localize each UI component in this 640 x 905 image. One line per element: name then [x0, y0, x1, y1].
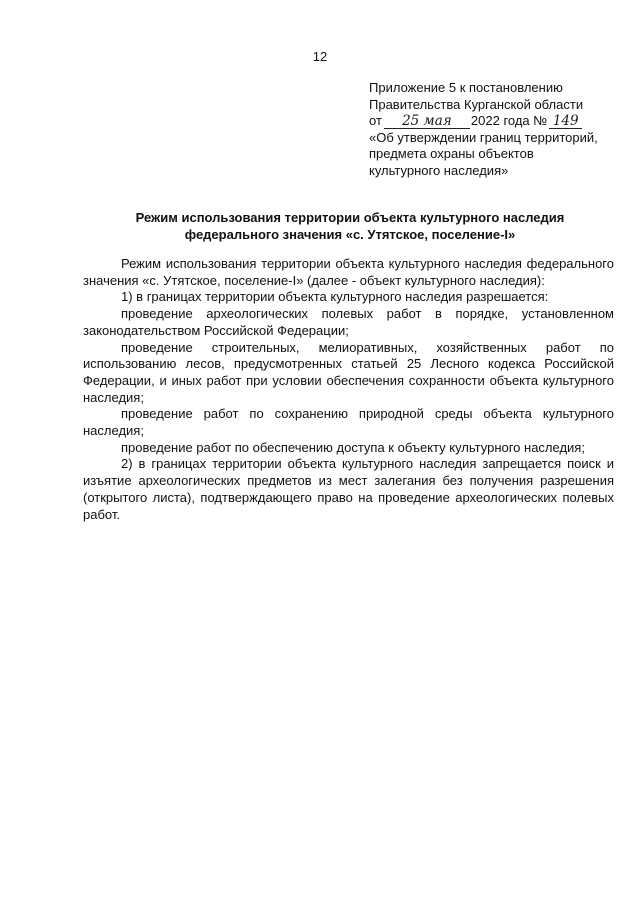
date-year-text: 2022 года № [470, 113, 548, 128]
appendix-date-line [369, 113, 631, 130]
paragraph-allowed-heading: 1) в границах территории объекта культурного наследия разрешается: [121, 289, 549, 305]
appendix-line-5: предмета охраны объектов [369, 146, 534, 161]
paragraph-prohibited: 2) в границах территории объекта культурного наследия запрещается поиск и изъятие археологических предметов из мест залегания без получения разрешения (открытого листа), подтверждающего право на проведение археологических полевых работ. [83, 456, 614, 522]
appendix-line-6: культурного наследия» [369, 162, 509, 178]
paragraph-allowed-access: проведение работ по обеспечению доступа к объекту культурного наследия; [121, 439, 585, 455]
paragraph-intro: Режим использования территории объекта культурного наследия федерального значения «с. Утятское, поселение-I» (далее - объект культурного наследия): [83, 256, 614, 288]
appendix-line-2: Правительства Курганской области [369, 96, 584, 112]
appendix-block [369, 80, 631, 179]
paragraph-allowed-construction: проведение строительных, мелиоративных, хозяйственных работ по использованию лесов, предусмотренных статьей 25 Лесного кодекса Российской Федерации, и иных работ при условии обеспечения сохранности объекта культурного наследия; [83, 339, 614, 405]
title-line-2: федерального значения «с. Утятское, поселение-I» [184, 227, 516, 242]
title-line-1: Режим использования территории объекта культурного наследия [135, 210, 565, 225]
date-from-label: от [369, 113, 382, 128]
handwritten-date: 25 мая [384, 114, 470, 129]
paragraph-allowed-archaeology: проведение археологических полевых работ в порядке, установленном законодательством Российской Федерации; [83, 306, 614, 338]
body-text [83, 256, 614, 523]
document-title [80, 209, 620, 243]
handwritten-document-number: 149 [549, 114, 582, 129]
paragraph-allowed-environment: проведение работ по сохранению природной среды объекта культурного наследия; [83, 406, 614, 439]
appendix-line-4: «Об утверждении границ территорий, [369, 129, 598, 145]
appendix-line-1: Приложение 5 к постановлению [369, 80, 563, 95]
page-number: 12 [312, 49, 328, 64]
